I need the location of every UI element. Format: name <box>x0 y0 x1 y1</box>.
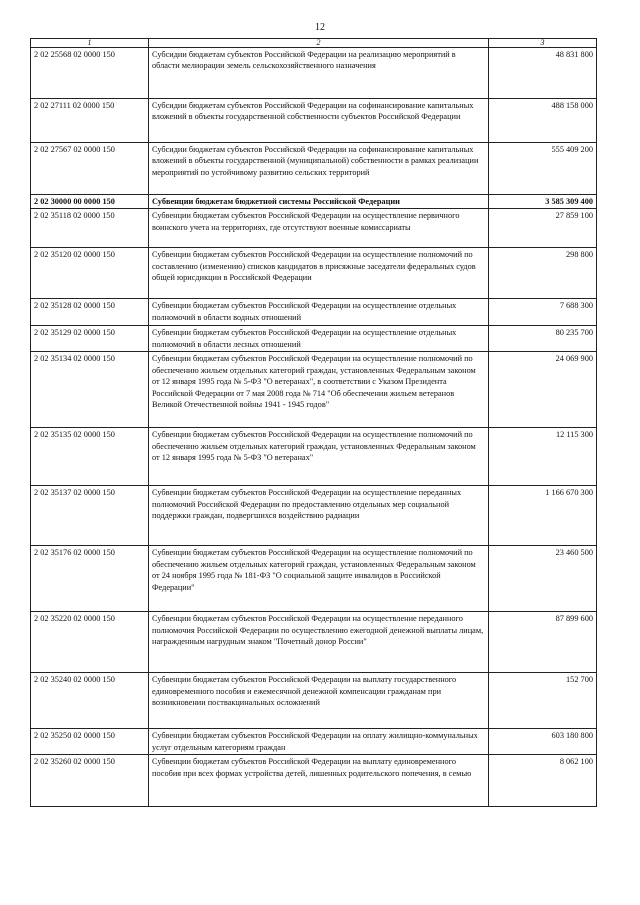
revenue-name-cell: Субвенции бюджетам субъектов Российской Федерации на осуществление полномочий по обеспечению жильем отдельных категорий граждан, установленных Федеральным законом от 12 января 1995 года № 5-ФЗ "О ветеранах" <box>149 428 489 486</box>
amount-cell: 87 899 600 <box>489 612 597 673</box>
amount-cell: 3 585 309 400 <box>489 195 597 209</box>
budget-code-cell: 2 02 27111 02 0000 150 <box>31 99 149 143</box>
amount-cell: 555 409 200 <box>489 143 597 195</box>
budget-code-cell: 2 02 35134 02 0000 150 <box>31 352 149 428</box>
revenue-name-cell: Субвенции бюджетам субъектов Российской Федерации на осуществление полномочий по составлению (изменению) списков кандидатов в присяжные заседатели федеральных судов общей юрисдикции в Российской Федерации <box>149 248 489 299</box>
amount-cell: 23 460 500 <box>489 546 597 612</box>
table-row-section-total <box>31 195 597 209</box>
column-number-row <box>31 39 597 48</box>
budget-code-cell: 2 02 30000 00 0000 150 <box>31 195 149 209</box>
table-row <box>31 673 597 729</box>
amount-cell: 12 115 300 <box>489 428 597 486</box>
budget-code-cell: 2 02 35250 02 0000 150 <box>31 729 149 755</box>
budget-code-cell: 2 02 35135 02 0000 150 <box>31 428 149 486</box>
amount-cell: 24 069 900 <box>489 352 597 428</box>
revenue-name-cell: Субвенции бюджетам субъектов Российской Федерации на выплату государственного единовременного пособия и ежемесячной денежной компенсации гражданам при возникновении поствакцинальных осложнений <box>149 673 489 729</box>
table-row <box>31 209 597 248</box>
amount-cell: 603 180 800 <box>489 729 597 755</box>
budget-code-cell: 2 02 27567 02 0000 150 <box>31 143 149 195</box>
budget-code-cell: 2 02 35176 02 0000 150 <box>31 546 149 612</box>
amount-cell: 27 859 100 <box>489 209 597 248</box>
revenue-name-cell: Субсидии бюджетам субъектов Российской Федерации на реализацию мероприятий в области мелиорации земель сельскохозяйственного назначения <box>149 48 489 99</box>
revenue-name-cell: Субвенции бюджетам субъектов Российской Федерации на выплату единовременного пособия при всех формах устройства детей, лишенных родительского попечения, в семью <box>149 755 489 807</box>
revenue-name-cell: Субвенции бюджетам субъектов Российской Федерации на осуществление первичного воинского учета на территориях, где отсутствуют военные комиссариаты <box>149 209 489 248</box>
revenue-name-cell: Субвенции бюджетам субъектов Российской Федерации на осуществление полномочий по обеспечению жильем отдельных категорий граждан, установленных Федеральным законом от 24 ноября 1995 года № 181-ФЗ "О социальной защите инвалидов в Российской Федерации" <box>149 546 489 612</box>
amount-cell: 1 166 670 300 <box>489 486 597 546</box>
revenue-name-cell: Субвенции бюджетам субъектов Российской Федерации на осуществление переданного полномочия Российской Федерации по осуществлению ежегодной денежной выплаты лицам, награжденным нагрудным знаком "Почетный донор России" <box>149 612 489 673</box>
budget-code-cell: 2 02 35120 02 0000 150 <box>31 248 149 299</box>
budget-code-cell: 2 02 25568 02 0000 150 <box>31 48 149 99</box>
table-row <box>31 612 597 673</box>
budget-code-cell: 2 02 35240 02 0000 150 <box>31 673 149 729</box>
budget-revenue-table <box>30 38 597 807</box>
amount-cell: 8 062 100 <box>489 755 597 807</box>
budget-code-cell: 2 02 35220 02 0000 150 <box>31 612 149 673</box>
table-row <box>31 729 597 755</box>
revenue-name-cell: Субвенции бюджетам субъектов Российской Федерации на оплату жилищно-коммунальных услуг отдельным категориям граждан <box>149 729 489 755</box>
table-row <box>31 248 597 299</box>
revenue-name-cell: Субвенции бюджетам субъектов Российской Федерации на осуществление отдельных полномочий в области водных отношений <box>149 299 489 326</box>
revenue-name-cell: Субвенции бюджетам субъектов Российской Федерации на осуществление отдельных полномочий в области лесных отношений <box>149 326 489 352</box>
revenue-name-cell: Субвенции бюджетам бюджетной системы Российской Федерации <box>149 195 489 209</box>
amount-cell: 488 158 000 <box>489 99 597 143</box>
amount-cell: 48 831 800 <box>489 48 597 99</box>
column-number-header: 3 <box>489 39 597 48</box>
budget-code-cell: 2 02 35137 02 0000 150 <box>31 486 149 546</box>
column-number-header: 1 <box>31 39 149 48</box>
table-row <box>31 143 597 195</box>
revenue-name-cell: Субсидии бюджетам субъектов Российской Федерации на софинансирование капитальных вложений в объекты государственной (муниципальной) собственности в рамках реализации мероприятий по устойчивому развитию сельских территорий <box>149 143 489 195</box>
amount-cell: 152 700 <box>489 673 597 729</box>
table-row <box>31 299 597 326</box>
table-row <box>31 326 597 352</box>
revenue-name-cell: Субсидии бюджетам субъектов Российской Федерации на софинансирование капитальных вложений в объекты государственной собственности субъектов Российской Федерации <box>149 99 489 143</box>
revenue-name-cell: Субвенции бюджетам субъектов Российской Федерации на осуществление переданных полномочий Российской Федерации по предоставлению отдельных мер социальной поддержки граждан, подвергшихся воздействию радиации <box>149 486 489 546</box>
revenue-name-cell: Субвенции бюджетам субъектов Российской Федерации на осуществление полномочий по обеспечению жильем отдельных категорий граждан, установленных Федеральным законом от 12 января 1995 года № 5-ФЗ "О ветеранах", в соответствии с Указом Президента Российской Федерации от 7 мая 2008 года № 714 "Об обеспечении жильем ветеранов Великой Отечественной войны 1941 - 1945 годов" <box>149 352 489 428</box>
amount-cell: 7 688 300 <box>489 299 597 326</box>
page-number: 12 <box>315 22 325 33</box>
amount-cell: 80 235 700 <box>489 326 597 352</box>
amount-cell: 298 800 <box>489 248 597 299</box>
column-number-header: 2 <box>149 39 489 48</box>
table-row <box>31 486 597 546</box>
table-row <box>31 546 597 612</box>
table-row <box>31 48 597 99</box>
budget-code-cell: 2 02 35118 02 0000 150 <box>31 209 149 248</box>
budget-code-cell: 2 02 35129 02 0000 150 <box>31 326 149 352</box>
budget-code-cell: 2 02 35260 02 0000 150 <box>31 755 149 807</box>
budget-code-cell: 2 02 35128 02 0000 150 <box>31 299 149 326</box>
table-row <box>31 99 597 143</box>
table-row <box>31 352 597 428</box>
table-row <box>31 755 597 807</box>
table-row <box>31 428 597 486</box>
